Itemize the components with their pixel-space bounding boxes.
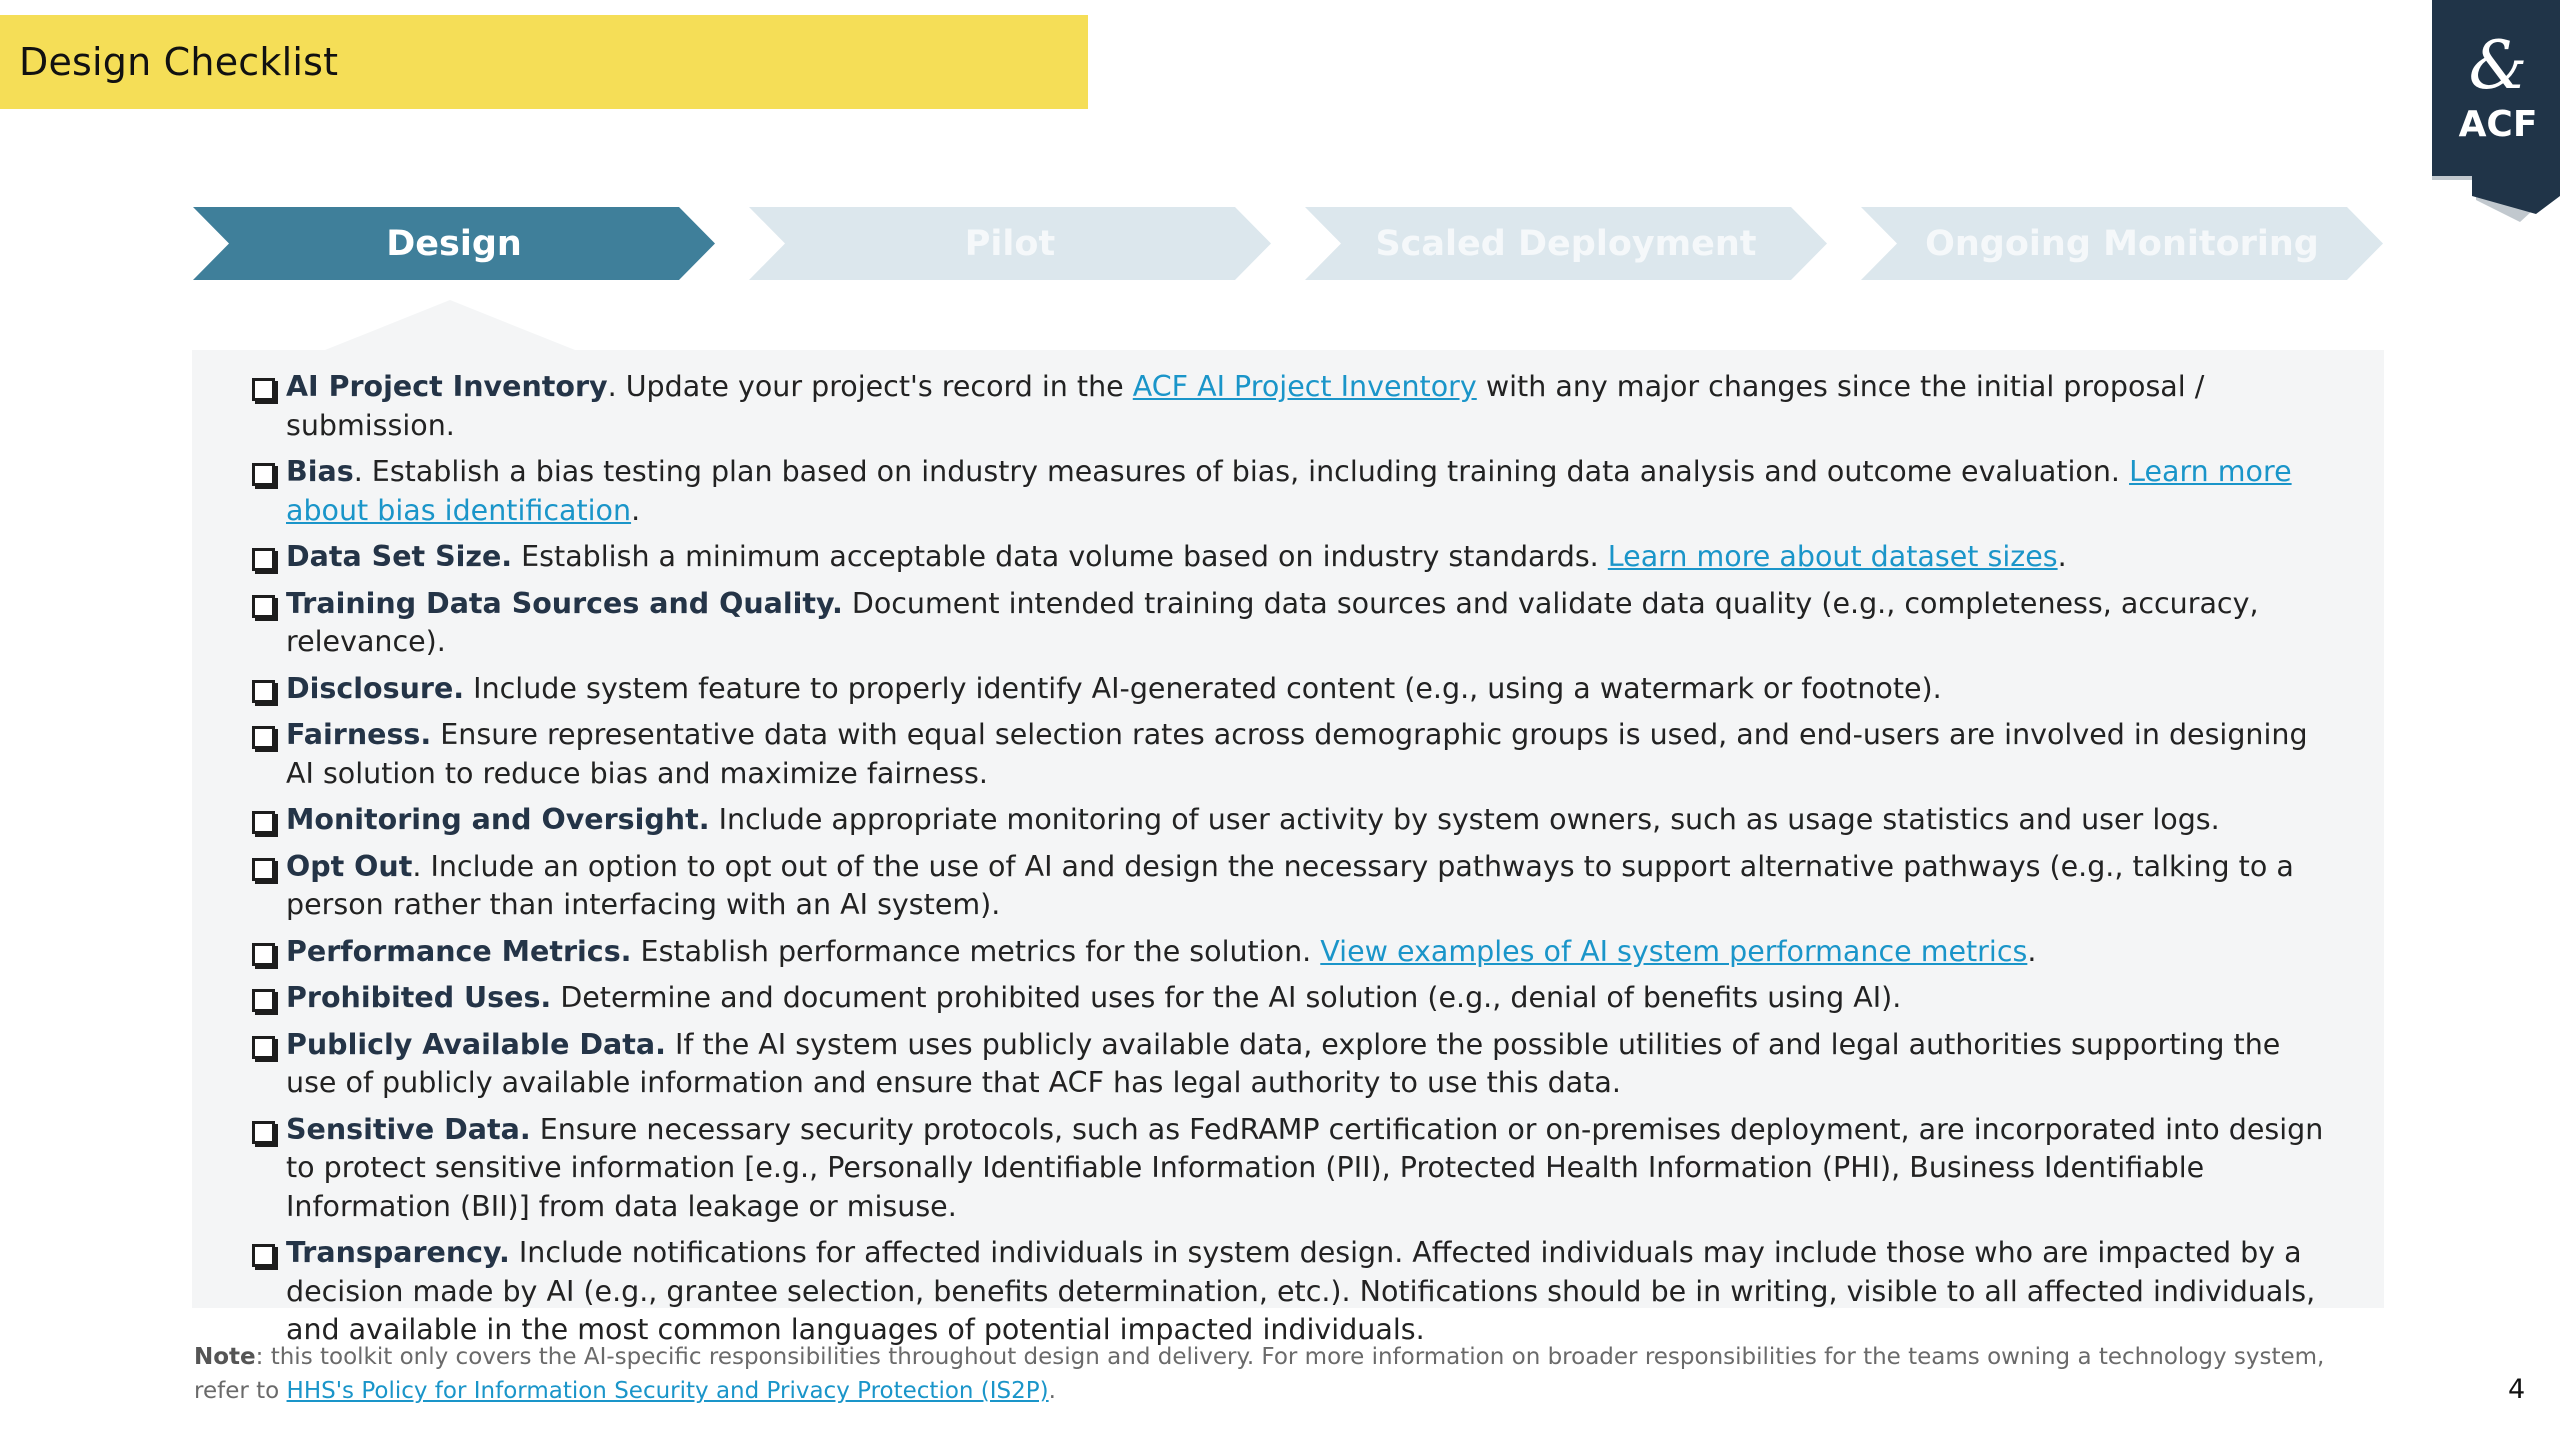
checkbox-icon[interactable] [252, 463, 275, 486]
logo-text: ACF [2458, 104, 2538, 145]
item-term: Data Set Size. [286, 540, 513, 573]
note-label: Note [194, 1344, 256, 1370]
checkbox-icon[interactable] [252, 858, 275, 881]
item-text: Include appropriate monitoring of user activity by system owners, such as usage statistics and user logs. [709, 803, 2220, 836]
item-text: Determine and document prohibited uses for the AI solution (e.g., denial of benefits using AI). [551, 981, 1902, 1014]
item-term: Monitoring and Oversight. [286, 803, 710, 836]
item-term: Opt Out [286, 849, 413, 883]
page-number: 4 [2508, 1374, 2526, 1405]
dataset-size-link[interactable]: Learn more about dataset sizes [1607, 540, 2058, 573]
logo-symbol: & [2468, 27, 2528, 104]
performance-metrics-link[interactable]: View examples of AI system performance metrics [1320, 934, 2028, 968]
checkbox-icon[interactable] [252, 811, 275, 834]
item-text: . Establish a bias testing plan based on industry measures of bias, including training data analysis and outcome evaluation. [353, 455, 2130, 488]
checkbox-icon[interactable] [252, 595, 275, 618]
checklist-item [248, 670, 2328, 709]
checkbox-icon[interactable] [252, 548, 275, 571]
checkbox-icon[interactable] [252, 943, 275, 966]
item-text-end: . [631, 493, 641, 527]
checkbox-icon[interactable] [252, 378, 275, 401]
is2p-policy-link[interactable]: HHS's Policy for Information Security and Privacy Protection (IS2P) [286, 1378, 1049, 1404]
checklist-item [248, 716, 2328, 793]
step-design: Design [386, 223, 522, 264]
checkbox-icon[interactable] [252, 1036, 275, 1059]
checklist-item [248, 848, 2328, 925]
checkbox-icon[interactable] [252, 989, 275, 1012]
checklist-item [248, 933, 2328, 972]
item-text-end: with any major changes since the initial proposal / submission. [286, 370, 2205, 442]
checkbox-icon[interactable] [252, 1244, 275, 1267]
item-text: Establish performance metrics for the solution. [631, 934, 1321, 968]
checklist-item [248, 1234, 2328, 1350]
footnote [194, 1340, 2344, 1408]
slide-title: Design Checklist [19, 40, 339, 84]
checklist-item [248, 585, 2328, 662]
checklist-item [248, 979, 2328, 1018]
checklist-item [248, 453, 2328, 530]
note-text-end: . [1048, 1378, 1056, 1404]
checkbox-icon[interactable] [252, 1121, 275, 1144]
item-text: Ensure representative data with equal selection rates across demographic groups is used, and end-users are involved in designing AI solution to reduce bias and maximize fairness. [286, 718, 2308, 790]
checklist-item [248, 368, 2328, 445]
checkbox-icon[interactable] [252, 680, 275, 703]
item-text-end: . [2057, 540, 2067, 573]
step-ongoing-monitoring: Ongoing Monitoring [1925, 223, 2319, 264]
checklist-item [248, 801, 2328, 840]
item-text: Include notifications for affected individuals in system design. Affected individuals may include those who are impacted by a decision made by AI (e.g., grantee selection, benefits determination, etc.). Notifications should be in writing, visible to all affected individuals, and available in the most common languages of potential impacted individuals. [286, 1236, 2316, 1346]
bias-link[interactable]: Learn more about bias identification [286, 455, 2292, 527]
panel-pointer [320, 300, 580, 352]
step-pilot: Pilot [964, 223, 1056, 264]
item-term: AI Project Inventory [286, 370, 608, 403]
item-term: Disclosure. [286, 671, 465, 705]
item-term: Training Data Sources and Quality. [286, 586, 843, 620]
item-term: Fairness. [286, 718, 432, 751]
item-text: Document intended training data sources and validate data quality (e.g., completeness, accuracy, relevance). [286, 586, 2259, 658]
item-term: Bias [286, 455, 354, 488]
item-text: . Include an option to opt out of the use of AI and design the necessary pathways to support alternative pathways (e.g., talking to a person rather than interfacing with an AI system). [286, 849, 2294, 921]
design-checklist [248, 368, 2328, 1358]
item-text: . Update your project's record in the [607, 370, 1133, 403]
item-text: Establish a minimum acceptable data volume based on industry standards. [512, 540, 1608, 573]
checklist-item [248, 538, 2328, 577]
inventory-link[interactable]: ACF AI Project Inventory [1132, 370, 1477, 403]
item-text: Ensure necessary security protocols, such as FedRAMP certification or on-premises deployment, are incorporated into design to protect sensitive information [e.g., Personally Identifiable Information (PII), Protected Health Information (PHI), Business Identifiable Information (BII)] from data leakage or misuse. [286, 1112, 2324, 1223]
step-scaled-deployment: Scaled Deployment [1375, 223, 1757, 264]
item-text-end: . [2027, 934, 2037, 968]
checklist-item [248, 1026, 2328, 1103]
item-text: Include system feature to properly identify AI-generated content (e.g., using a watermark or footnote). [464, 671, 1942, 705]
checklist-item [248, 1111, 2328, 1227]
note-text: : this toolkit only covers the AI-specific responsibilities throughout design and delivery. For more information on broader responsibilities for the teams owning a technology system, refer to [194, 1344, 2325, 1404]
item-text: If the AI system uses publicly available data, explore the possible utilities of and legal authorities supporting the use of publicly available information and ensure that ACF has legal authority to use this data. [286, 1027, 2281, 1099]
item-term: Performance Metrics. [286, 934, 632, 968]
item-term: Transparency. [286, 1236, 510, 1269]
item-term: Publicly Available Data. [286, 1027, 666, 1061]
checkbox-icon[interactable] [252, 726, 275, 749]
item-term: Prohibited Uses. [286, 981, 552, 1014]
item-term: Sensitive Data. [286, 1112, 531, 1146]
